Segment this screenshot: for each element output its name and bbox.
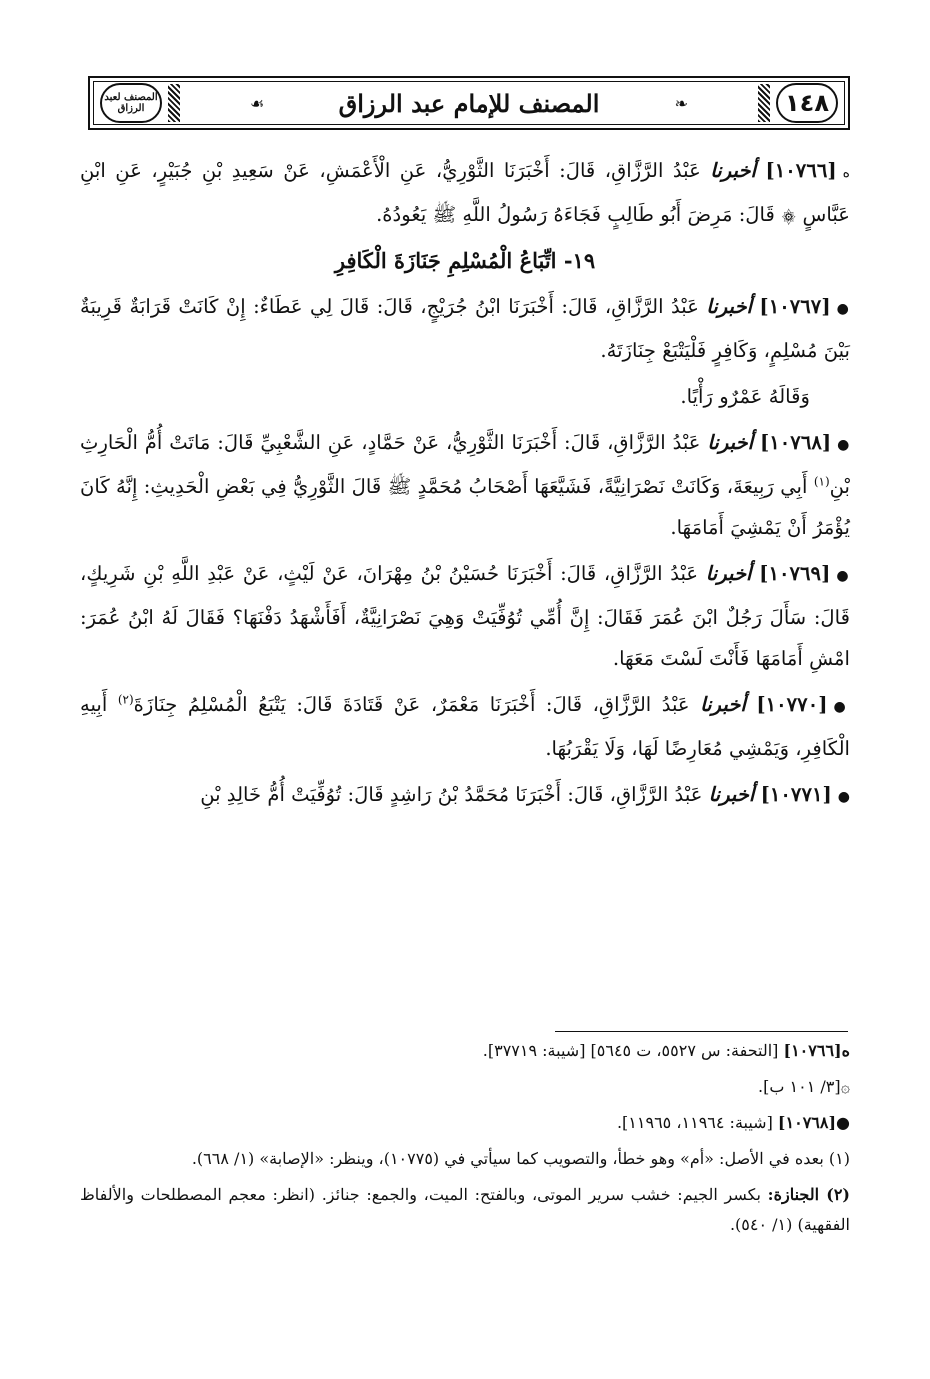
- header-ornament-right: [758, 84, 770, 122]
- hadith-10769: [80, 553, 850, 679]
- header-ornament-left: [168, 84, 180, 122]
- hadith-marker: ●: [837, 437, 851, 453]
- hadith-text: عَبْدُ الرَّزَّاقِ، قَالَ: أَخْبَرَنَا مَعْمَرٌ، عَنْ قَتَادَةَ قَالَ: يَتْبَعُ الْمُسْلِمُ جِنَازَةَ: [133, 693, 690, 716]
- hadith-marker: ●: [836, 568, 851, 584]
- hadith-text: عَبْدُ الرَّزَّاقِ، قَالَ: أَخْبَرَنَا ابْنُ جُرَيْجٍ، قَالَ: قَالَ لِي عَطَاءٌ: إِنْ كَانَتْ قَرَابَةٌ قَرِيبَةٌ بَيْنَ مُسْلِمٍ، وَكَافِرٍ فَلْيَتْبَعْ جِنَازَتَهُ.: [80, 295, 850, 362]
- hadith-text: عَبْدُ الرَّزَّاقِ، قَالَ: أَخْبَرَنَا الثَّوْرِيُّ، عَنْ حَمَّادٍ، عَنِ الشَّعْبِيِّ قَالَ: مَاتَتْ أُمُّ الْحَارِثِ بْنِ: [80, 431, 851, 498]
- hadith-marker: ●: [833, 699, 850, 715]
- akhbarana-word: أخبرنا: [705, 562, 752, 585]
- hadith-10770: [80, 684, 850, 769]
- footnote-2-text: بكسر الجيم: خشب سرير الموتى، وبالفتح: الميت، والجمع: جنائز. (انظر: معجم المصطلحات والألفاظ الفقهية) (١/ ٥٤٠).: [80, 1185, 850, 1234]
- note-id: ●[١٠٧٦٨]: [777, 1113, 850, 1132]
- folio-note: ۞[٣/ ١٠١ ب].: [758, 1077, 850, 1096]
- hadith-10767-addendum: وَقَالَهُ عَمْرٌو رَأْيًا.: [680, 385, 810, 408]
- akhbarana-word: أخبرنا: [710, 159, 756, 182]
- footnote-divider: [555, 1031, 848, 1032]
- main-text: [80, 150, 850, 823]
- akhbarana-word: أخبرنا: [700, 693, 746, 716]
- source-note-10768: [80, 1108, 850, 1138]
- hadith-text: عَبْدُ الرَّزَّاقِ، قَالَ: أَخْبَرَنَا مُحَمَّدُ بْنُ رَاشِدٍ قَالَ: تُوُفِّيَتْ أُمُّ خَالِدِ بْنِ: [200, 783, 703, 806]
- hadith-marker: ●: [836, 301, 850, 317]
- footnote-2-label: (٢) الجنازة:: [767, 1185, 850, 1204]
- book-title: المصنف للإمام عبد الرزاق: [338, 88, 600, 118]
- hadith-10771: [80, 774, 850, 818]
- note-text: [شيبة: ١١٩٦٤، ١١٩٦٥].: [616, 1113, 773, 1132]
- akhbarana-word: أخبرنا: [706, 295, 752, 318]
- hadith-text-continued: أَبِيهِ الْكَافِرِ، وَيَمْشِي مُعَارِضًا لَهَا، وَلَا يَقْرَبُهَا.: [80, 693, 850, 760]
- footnote-1: (١) بعده في الأصل: «أم» وهو خطأ، والتصويب كما سيأتي في (١٠٧٧٥)، وينظر: «الإصابة» (١/ ٦٦٨).: [191, 1149, 850, 1168]
- hadith-text: عَبْدُ الرَّزَّاقِ، قَالَ: أَخْبَرَنَا حُسَيْنُ بْنُ مِهْرَانَ، عَنْ لَيْثٍ، عَنْ عَبْدِ اللَّهِ بْنِ شَرِيكٍ، قَالَ: سَأَلَ رَجُلٌ ابْنَ عُمَرَ فَقَالَ: إِنَّ أُمِّي تُوُفِّيَتْ وَهِيَ نَصْرَانِيَّةٌ، أَفَأَشْهَدُ دَفْنَهَا؟ فَقَالَ لَهُ ابْنُ عُمَرَ: امْشِ أَمَامَهَا فَأَنْتَ لَسْتَ مَعَهَا.: [80, 562, 850, 670]
- footnote-ref-1[interactable]: (١): [813, 474, 830, 489]
- hadith-number: [١٠٧٧١]: [760, 783, 832, 806]
- page-number-badge: [776, 83, 838, 123]
- hadith-10767: [80, 286, 850, 371]
- section-heading: ١٩- اتِّبَاعُ الْمُسْلِمِ جَنَازَةَ الْكَافِرِ: [334, 248, 596, 273]
- note-id: ه[١٠٧٦٦]: [783, 1041, 850, 1060]
- hadith-text-continued: أَبِي رَبِيعَةَ، وَكَانَتْ نَصْرَانِيَّةً، فَشَيَّعَهَا أَصْحَابُ مُحَمَّدٍ ﷺ قَالَ الثَّوْرِيُّ فِي بَعْضِ الْحَدِيثِ: إِنَّهُ كَانَ يُؤْمَرُ أَنْ يَمْشِيَ أَمَامَهَا.: [80, 475, 850, 539]
- footnote-2: [80, 1180, 850, 1240]
- hadith-10768: [80, 422, 850, 548]
- hadith-number: [١٠٧٦٩]: [759, 562, 831, 585]
- hadith-text: عَبْدُ الرَّزَّاقِ، قَالَ: أَخْبَرَنَا الثَّوْرِيُّ، عَنِ الْأَعْمَشِ، عَنْ سَعِيدِ بْنِ جُبَيْرٍ، عَنِ ابْنِ عَبَّاسٍ ۞ قَالَ: مَرِضَ أَبُو طَالِبٍ فَجَاءَهُ رَسُولُ اللَّهِ ﷺ يَعُودُهُ.: [80, 159, 850, 226]
- akhbarana-word: أخبرنا: [707, 431, 754, 454]
- hadith-number: [١٠٧٦٨]: [759, 431, 832, 454]
- title-ornament-right-icon: ❧: [674, 94, 688, 113]
- source-note-10766: [80, 1036, 850, 1066]
- page-number: ١٤٨: [785, 89, 829, 117]
- hadith-number: [١٠٧٦٦]: [765, 159, 837, 182]
- footnotes: [80, 1036, 850, 1246]
- hadith-marker: ه: [842, 165, 850, 181]
- hadith-10766: [80, 150, 850, 235]
- book-logo-text: المصنف لعبد الرزاق: [104, 92, 158, 114]
- book-logo: [100, 83, 162, 123]
- hadith-number: [١٠٧٦٧]: [759, 295, 831, 318]
- akhbarana-word: أخبرنا: [708, 783, 755, 806]
- hadith-number: [١٠٧٧٠]: [756, 693, 828, 716]
- title-ornament-left-icon: ☙: [250, 94, 265, 113]
- hadith-marker: ●: [837, 789, 850, 805]
- page-header: [88, 76, 850, 130]
- note-text: [التحفة: س ٥٥٢٧، ت ٥٦٤٥] [شيبة: ٣٧٧١٩].: [482, 1041, 779, 1060]
- footnote-ref-2[interactable]: (٢): [117, 692, 134, 707]
